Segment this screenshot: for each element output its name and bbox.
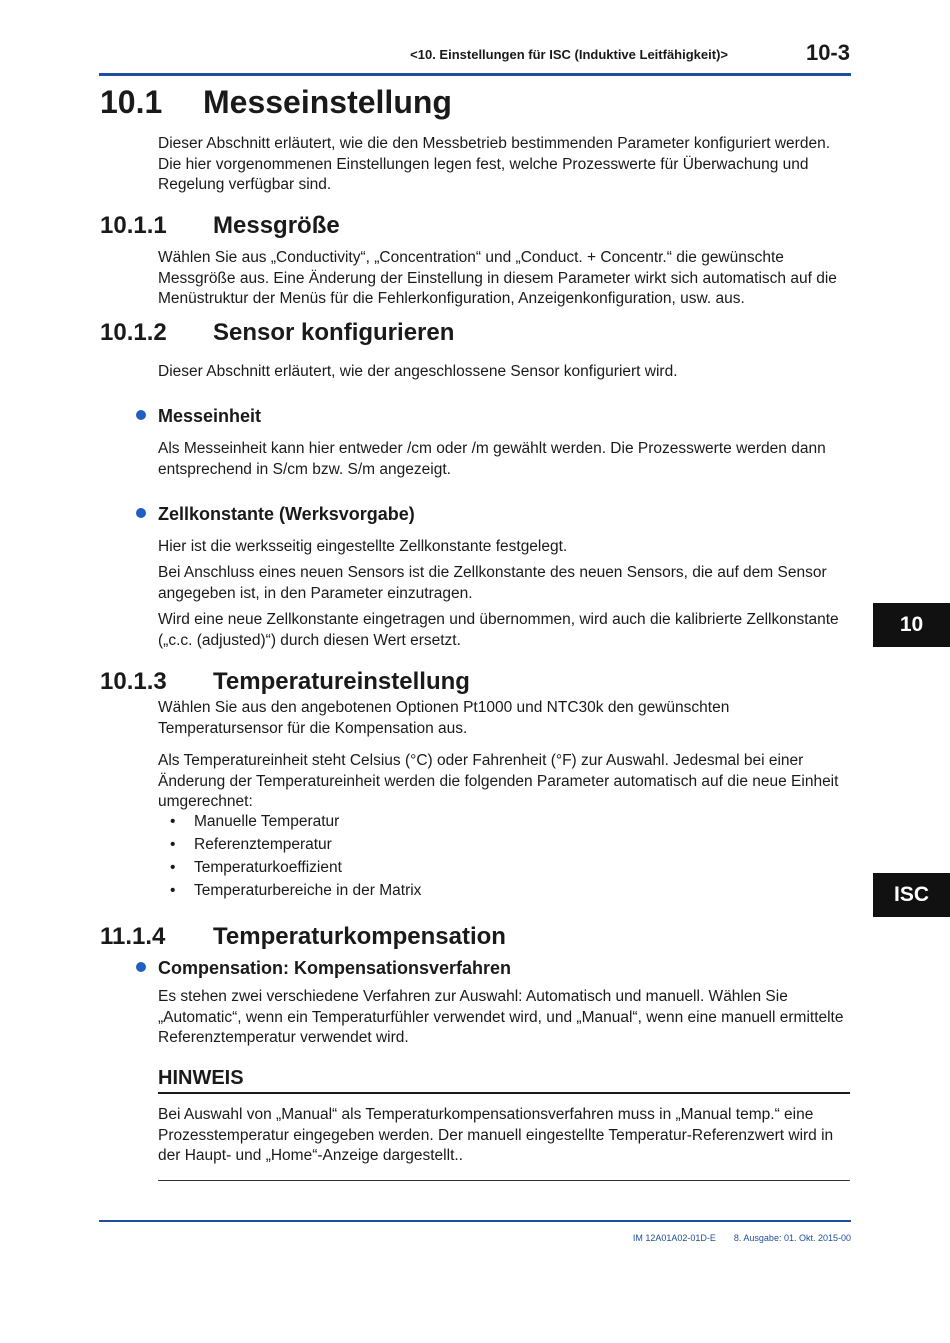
paragraph-zellkonstante-3: Wird eine neue Zellkonstante eingetragen und übernommen, wird auch die kalibrierte Zellkonstante („c.c. (adjusted)“) durch diesen Wert ersetzt. <box>158 611 839 649</box>
chapter-tab: 10 <box>873 603 950 647</box>
paragraph-zellkonstante-2: Bei Anschluss eines neuen Sensors ist die Zellkonstante des neuen Sensors, die auf dem Sensor angegeben ist, in den Parameter einzutragen. <box>158 564 827 602</box>
section-number: 10.1.2 <box>100 319 167 346</box>
page-number: 10-3 <box>805 40 850 65</box>
section-number: 10.1 <box>100 84 163 120</box>
section-title: Temperatureinstellung <box>213 668 470 695</box>
note-top-rule <box>158 1092 850 1094</box>
list-item: • Manuelle Temperatur <box>170 813 340 830</box>
edition-info: 8. Ausgabe: 01. Okt. 2015-00 <box>733 1233 851 1243</box>
chapter-header-title: <10. Einstellungen für ISC (Induktive Leitfähigkeit)> <box>410 47 728 62</box>
bullet-dot-icon <box>136 962 146 972</box>
subheading-messeinheit <box>136 406 261 427</box>
subheading-label: Messeinheit <box>158 406 262 426</box>
paragraph-10-1-3-1: Wählen Sie aus den angebotenen Optionen Pt1000 und NTC30k den gewünschten Temperatursensor für die Kompensation aus. <box>158 699 730 737</box>
footer-rule <box>99 1220 851 1222</box>
section-title: Temperaturkompensation <box>213 923 506 950</box>
paragraph-10-1-1: Wählen Sie aus „Conductivity“, „Concentration“ und „Conduct. + Concentr.“ die gewünschte Messgröße aus. Eine Änderung der Einstellung in diesem Parameter wirkt sich automatisch auf die Menüstruktur der Menüs für die Fehlerkonfiguration, Anzeigenkonfiguration, usw. aus. <box>158 249 837 307</box>
subheading-label: Compensation: Kompensationsverfahren <box>158 958 512 978</box>
section-title: Messgröße <box>213 212 340 239</box>
paragraph-11-1-4: Es stehen zwei verschiedene Verfahren zur Auswahl: Automatisch und manuell. Wählen Sie „Automatic“, wenn ein Temperaturfühler verwendet wird, und „Manual“, wenn eine manuell ermittelte Referenztemperatur verwendet wird. <box>158 988 844 1046</box>
section-heading-10-1-2 <box>100 319 454 347</box>
section-heading-10-1-3 <box>100 668 470 696</box>
paragraph-zellkonstante-1: Hier ist die werksseitig eingestellte Zellkonstante festgelegt. <box>158 538 568 555</box>
list-item: • Temperaturkoeffizient <box>170 859 342 876</box>
paragraph-messeinheit: Als Messeinheit kann hier entweder /cm oder /m gewählt werden. Die Prozesswerte werden dann entsprechend in S/cm bzw. S/m angezeigt. <box>158 440 826 478</box>
section-tab-isc: ISC <box>873 873 950 917</box>
subheading-compensation <box>136 958 511 979</box>
paragraph-10-1: Dieser Abschnitt erläutert, wie die den Messbetrieb bestimmenden Parameter konfiguriert werden. Die hier vorgenommenen Einstellungen legen fest, welche Prozesswerte für Überwachung und Regelung verfügbar sind. <box>158 135 830 193</box>
subheading-zellkonstante <box>136 504 415 525</box>
section-title: Messeinstellung <box>203 84 452 120</box>
paragraph-10-1-2: Dieser Abschnitt erläutert, wie der angeschlossene Sensor konfiguriert wird. <box>158 363 678 380</box>
section-heading-10-1 <box>100 84 452 121</box>
note-text: Bei Auswahl von „Manual“ als Temperaturkompensationsverfahren muss in „Manual temp.“ eine Prozesstemperatur eingegeben werden. Der manuell eingestellte Temperatur-Referenzwert wird in der Haupt- und „Home“-Anzeige dargestellt.. <box>158 1106 834 1164</box>
section-number: 11.1.4 <box>100 923 166 950</box>
section-number: 10.1.3 <box>100 668 167 695</box>
parameter-list <box>170 813 770 905</box>
paragraph-10-1-3-2: Als Temperatureinheit steht Celsius (°C) oder Fahrenheit (°F) zur Auswahl. Jedesmal bei einer Änderung der Temperatureinheit werden die folgenden Parameter automatisch auf die neue Einheit umgerechnet: <box>158 752 839 810</box>
subheading-label: Zellkonstante (Werksvorgabe) <box>158 504 415 524</box>
section-number: 10.1.1 <box>100 212 167 239</box>
note-heading: HINWEIS <box>158 1067 244 1089</box>
list-item: • Referenztemperatur <box>170 836 332 853</box>
section-heading-10-1-1 <box>100 212 340 240</box>
header-rule <box>99 73 851 76</box>
list-item: • Temperaturbereiche in der Matrix <box>170 882 422 899</box>
section-heading-11-1-4 <box>100 923 506 951</box>
note-bottom-rule <box>158 1180 850 1181</box>
footer <box>540 1233 851 1243</box>
bullet-dot-icon <box>136 410 146 420</box>
section-title: Sensor konfigurieren <box>213 319 455 346</box>
document-id: IM 12A01A02-01D-E <box>632 1233 716 1243</box>
bullet-dot-icon <box>136 508 146 518</box>
